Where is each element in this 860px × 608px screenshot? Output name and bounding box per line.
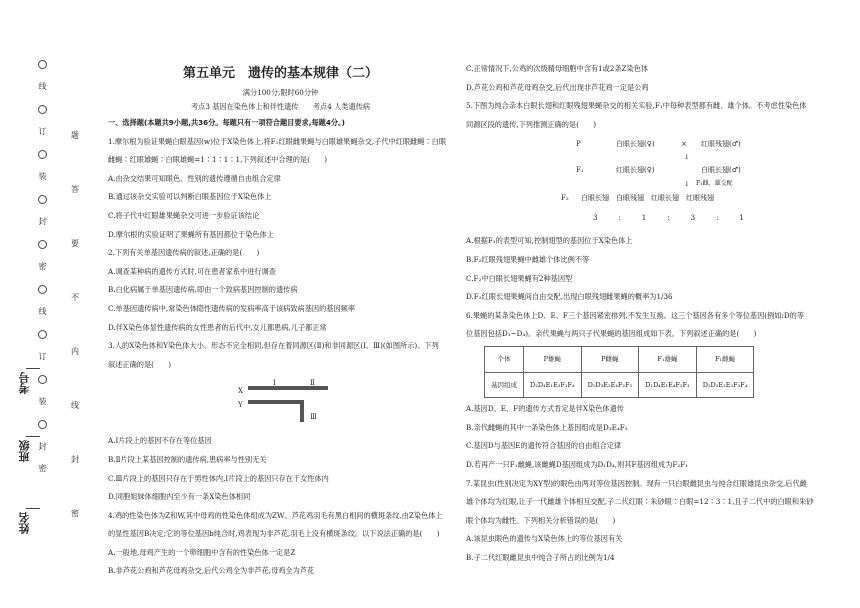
binding-margin: [0, 0, 96, 608]
label-banji: 班级: [18, 440, 31, 462]
y-chromosome: [248, 400, 303, 404]
text-line: C.单基因遗传病中,常染色体隐性遗传病的发病率高于该病致病基因的基因频率: [108, 303, 356, 313]
text-line: 4.鸡的性染色体为Z和W,其中母鸡的性染色体组成为ZW。芦花鸡羽毛有黑白相间的横斑条纹,由Z染色体上: [108, 510, 443, 520]
arrow-1: ↓: [684, 153, 690, 162]
binding-hole-icon: [38, 195, 47, 204]
page-title: 第五单元 遗传的基本规律（二）: [182, 66, 378, 81]
text-line: 雌蝇∶红眼雄蝇∶白眼雄蝇=1∶1∶1∶1,下列叙述中合理的是( ): [108, 155, 328, 165]
binding-char: 线: [38, 307, 47, 316]
text-line: A.调查某种病的遗传方式时,可在患者家系中进行调查: [108, 266, 276, 276]
binding-char: 答: [71, 185, 79, 194]
text-line: 的显性基因B决定;它的等位基因b纯合时,鸡表现为非芦花,羽毛上没有横斑条纹。以下说法正确的是( ): [108, 529, 440, 539]
text-line: B.Ⅱ片段上某基因控制的遗传病,患病率与性别无关: [108, 454, 267, 464]
binding-hole-icon: [38, 240, 47, 249]
x-chromosome: [248, 386, 328, 390]
question-4-continued: [466, 60, 846, 97]
text-line: D.F₂红眼长翅果蝇间自由交配,出现白眼残翅雌果蝇的概率为1/36: [466, 292, 673, 302]
text-line: D.同胞姐妹体细胞内至少有一条X染色体相同: [108, 492, 251, 502]
cross-diagram: [466, 134, 846, 232]
label-xingming: 姓名: [18, 512, 31, 534]
binding-char: 密: [71, 509, 79, 518]
text-line: 7.某昆虫(性别决定为XY型)的眼色由两对等位基因控制。现有一只白眼雌昆虫与纯合红眼雄昆虫杂交,后代雌: [466, 478, 807, 488]
table-cell: D₂D₄E₁E₃F₁F₄: [524, 372, 582, 398]
binding-char: 订: [38, 352, 47, 361]
binding-char: 密: [38, 464, 47, 473]
f2-ratio: 3 : 1 : 3 : 1: [593, 214, 744, 223]
field-line: [26, 368, 40, 369]
table-header-cell: F₁雌蝇: [696, 346, 754, 372]
segment-i-label: Ⅰ: [273, 379, 276, 388]
text-line: B.非芦花公鸡和芦花母鸡杂交,后代公鸡全为非芦花,母鸡全为芦花: [108, 566, 315, 576]
y-chromosome-tail: [300, 400, 304, 422]
exam-meta: 满分100分,限时60分钟: [242, 88, 319, 97]
binding-char: 要: [71, 239, 79, 248]
warning-column: [71, 132, 79, 564]
segment-iii-label: Ⅲ: [310, 413, 317, 422]
p-female: 白眼长翅(♀): [616, 140, 655, 149]
binding-char: 封: [71, 455, 79, 464]
text-line: A.根据F₁的表型可知,控制翅型的基因位于X染色体上: [466, 236, 633, 246]
segment-ii-label: Ⅱ: [310, 379, 315, 388]
f2-label: F₂: [561, 194, 569, 203]
text-line: B.子二代红眼雌昆虫中纯合子所占的比例为1/4: [466, 552, 615, 562]
cross-note: F₁雌、雄交配: [696, 180, 733, 188]
question-6: [466, 307, 846, 344]
p-male: 红眼残翅(♂): [701, 140, 741, 149]
binding-char: 装: [38, 397, 47, 406]
binding-hole-icon: [38, 60, 47, 69]
text-line: C.F₂中白眼长翅果蝇有2种基因型: [466, 273, 573, 283]
text-line: 眼个体均为雌性。下列相关分析错误的是( ): [466, 515, 616, 525]
text-line: C.基因D与基因E的遗传符合基因的自由组合定律: [466, 441, 622, 451]
table-header-cell: F₁雄蝇: [639, 346, 697, 372]
field-line: [26, 508, 40, 509]
genotype-table: [484, 346, 754, 398]
table-cell: D₁D₃E₂E₄F₂F₃: [581, 372, 639, 398]
binding-char: 题: [71, 131, 79, 140]
table-cell: D₂D₃E₂E₃F₃F₄: [696, 372, 754, 398]
text-line: D.摩尔根的实验证明了果蝇所有基因都位于染色体上: [108, 229, 274, 239]
p-label: P: [576, 140, 581, 149]
binding-char: 密: [38, 262, 47, 271]
question-4: [108, 507, 453, 581]
binding-hole-icon: [38, 375, 47, 384]
question-5: [466, 97, 846, 134]
f1-male: 白眼长翅(♂): [701, 166, 741, 175]
binding-hole-icon: [38, 330, 47, 339]
table-header-cell: 个体: [485, 346, 524, 372]
seal-line-column: [38, 60, 47, 519]
text-line: C.Ⅲ片段上的基因只存在于男性体内,Ⅰ片段上的基因只存在于女性体内: [108, 473, 329, 483]
section-heading: 一、选择题(本题共9小题,共36分。每题只有一项符合题目要求,每题4分。): [108, 118, 345, 127]
binding-hole-icon: [38, 150, 47, 159]
binding-char: 不: [71, 293, 79, 302]
text-line: 2.下列有关单基因遗传病的叙述,正确的是( ): [108, 248, 260, 258]
f1-female: 红眼长翅(♀): [616, 166, 655, 175]
binding-hole-icon: [38, 420, 47, 429]
question-3: [108, 337, 453, 374]
cross-sign: ×: [681, 140, 687, 149]
binding-char: 封: [38, 217, 47, 226]
arrow-2: ↓: [684, 180, 690, 189]
text-line: 位基因包括D₁~D₄)。亲代果蝇与两只子代果蝇的基因组成如下表。下列叙述正确的是( ): [466, 329, 757, 339]
text-line: C.将子代中红眼雄果蝇杂交可进一步验证该结论: [108, 210, 260, 220]
binding-char: 订: [38, 127, 47, 136]
text-line: A.该昆虫眼色的遗传与X染色体上的等位基因有关: [466, 534, 623, 544]
text-line: D.芦花公鸡和芦花母鸡杂交,后代出现非芦花鸡一定是公鸡: [466, 82, 649, 92]
binding-char: 线: [38, 82, 47, 91]
text-line: A.一般地,母鸡产生的一个卵细胞中含有的性染色体一定是Z: [108, 547, 296, 557]
text-line: D.伴X染色体显性遗传病的女性患者的后代中,女儿都患病,儿子都正常: [108, 322, 327, 332]
binding-char: 装: [38, 172, 47, 181]
question-7: [466, 475, 846, 568]
text-line: 1.摩尔根为验证果蝇白眼基因(w)位于X染色体上,将F₁红眼雌果蝇与白眼雄果蝇杂交,子代中红眼雌蝇∶白眼: [108, 136, 447, 146]
f2-phenotypes: 白眼长翅 白眼残翅 红眼长翅 红眼残翅: [581, 194, 714, 203]
binding-char: 封: [38, 442, 47, 451]
x-label: X: [238, 387, 243, 396]
xy-chromosome-diagram: [238, 374, 338, 432]
question-1: [108, 133, 453, 245]
text-line: B.白化病属于单基因遗传病,即由一个致病基因控制的遗传病: [108, 285, 298, 295]
question-2: [108, 244, 453, 337]
question-3-options: [108, 432, 453, 506]
text-line: 同源区段的遗传,下列推测正确的是( ): [466, 119, 597, 129]
binding-char: 线: [71, 401, 79, 410]
question-5-options: [466, 232, 846, 306]
text-line: A.由杂交结果可知眼色、性别的遗传遵循自由组合定律: [108, 173, 281, 183]
y-label: Y: [238, 401, 243, 410]
text-line: B.F₂红眼残翅果蝇中雌雄个体比例不等: [466, 254, 590, 264]
text-line: 5.下图为纯合亲本白眼长翅和红眼残翅果蝇杂交的相关实验,F₁中每种表型都有雌、雄个体。不考虑性染色体: [466, 101, 807, 111]
text-line: 6.果蝇的某条染色体上D、E、F三个基因紧密排列,不发生互换。这三个基因各有多个等位基因(例如:D的等: [466, 310, 805, 320]
binding-hole-icon: [38, 285, 47, 294]
table-cell: 基因组成: [485, 372, 524, 398]
text-line: A.基因D、E、F的遗传方式肯定是伴X染色体遗传: [466, 404, 624, 414]
binding-char: 内: [71, 347, 79, 356]
topic-points: 考点3 基因在染色体上和伴性遗传 考点4 人类遗传病: [190, 102, 371, 111]
text-line: B.通过该杂交实验可以判断白眼基因位于X染色体上: [108, 192, 272, 202]
text-line: 3.人的X染色体和Y染色体大小、形态不完全相同,但存在着同源区(Ⅱ)和非同源区(Ⅰ、Ⅲ)(如图所示)。下列: [108, 341, 439, 351]
table-header-cell: P雌蝇: [581, 346, 639, 372]
field-line: [26, 436, 40, 437]
text-line: C.正常情况下,公鸡的次级精母细胞中含有1或2条Z染色体: [466, 64, 649, 73]
table-header-cell: P雄蝇: [524, 346, 582, 372]
text-line: 叙述正确的是( ): [108, 359, 172, 369]
text-line: B.亲代雌蝇的其中一条染色体上基因组成是D₃E₄F₃: [466, 422, 628, 432]
text-line: D.若再产一只F₁雌蝇,该雌蝇D基因组成为D₁D₄,则其F基因组成为F₂F₁: [466, 459, 689, 469]
text-line: A.Ⅰ片段上的基因不存在等位基因: [108, 436, 212, 446]
left-page: [108, 60, 453, 581]
binding-hole-icon: [38, 105, 47, 114]
text-line: 雄个体均为红眼,让子一代雌雄个体相互交配,子二代红眼∶朱砂眼∶白眼=12∶3∶1,且子二代中的白眼和朱砂: [466, 497, 814, 507]
label-kaohao: 考号: [18, 372, 31, 394]
question-6-options: [466, 400, 846, 474]
table-cell: D₁D₄E₁E₄F₂F₁: [639, 372, 697, 398]
f1-label: F₁: [576, 166, 584, 175]
right-page: [466, 60, 846, 567]
